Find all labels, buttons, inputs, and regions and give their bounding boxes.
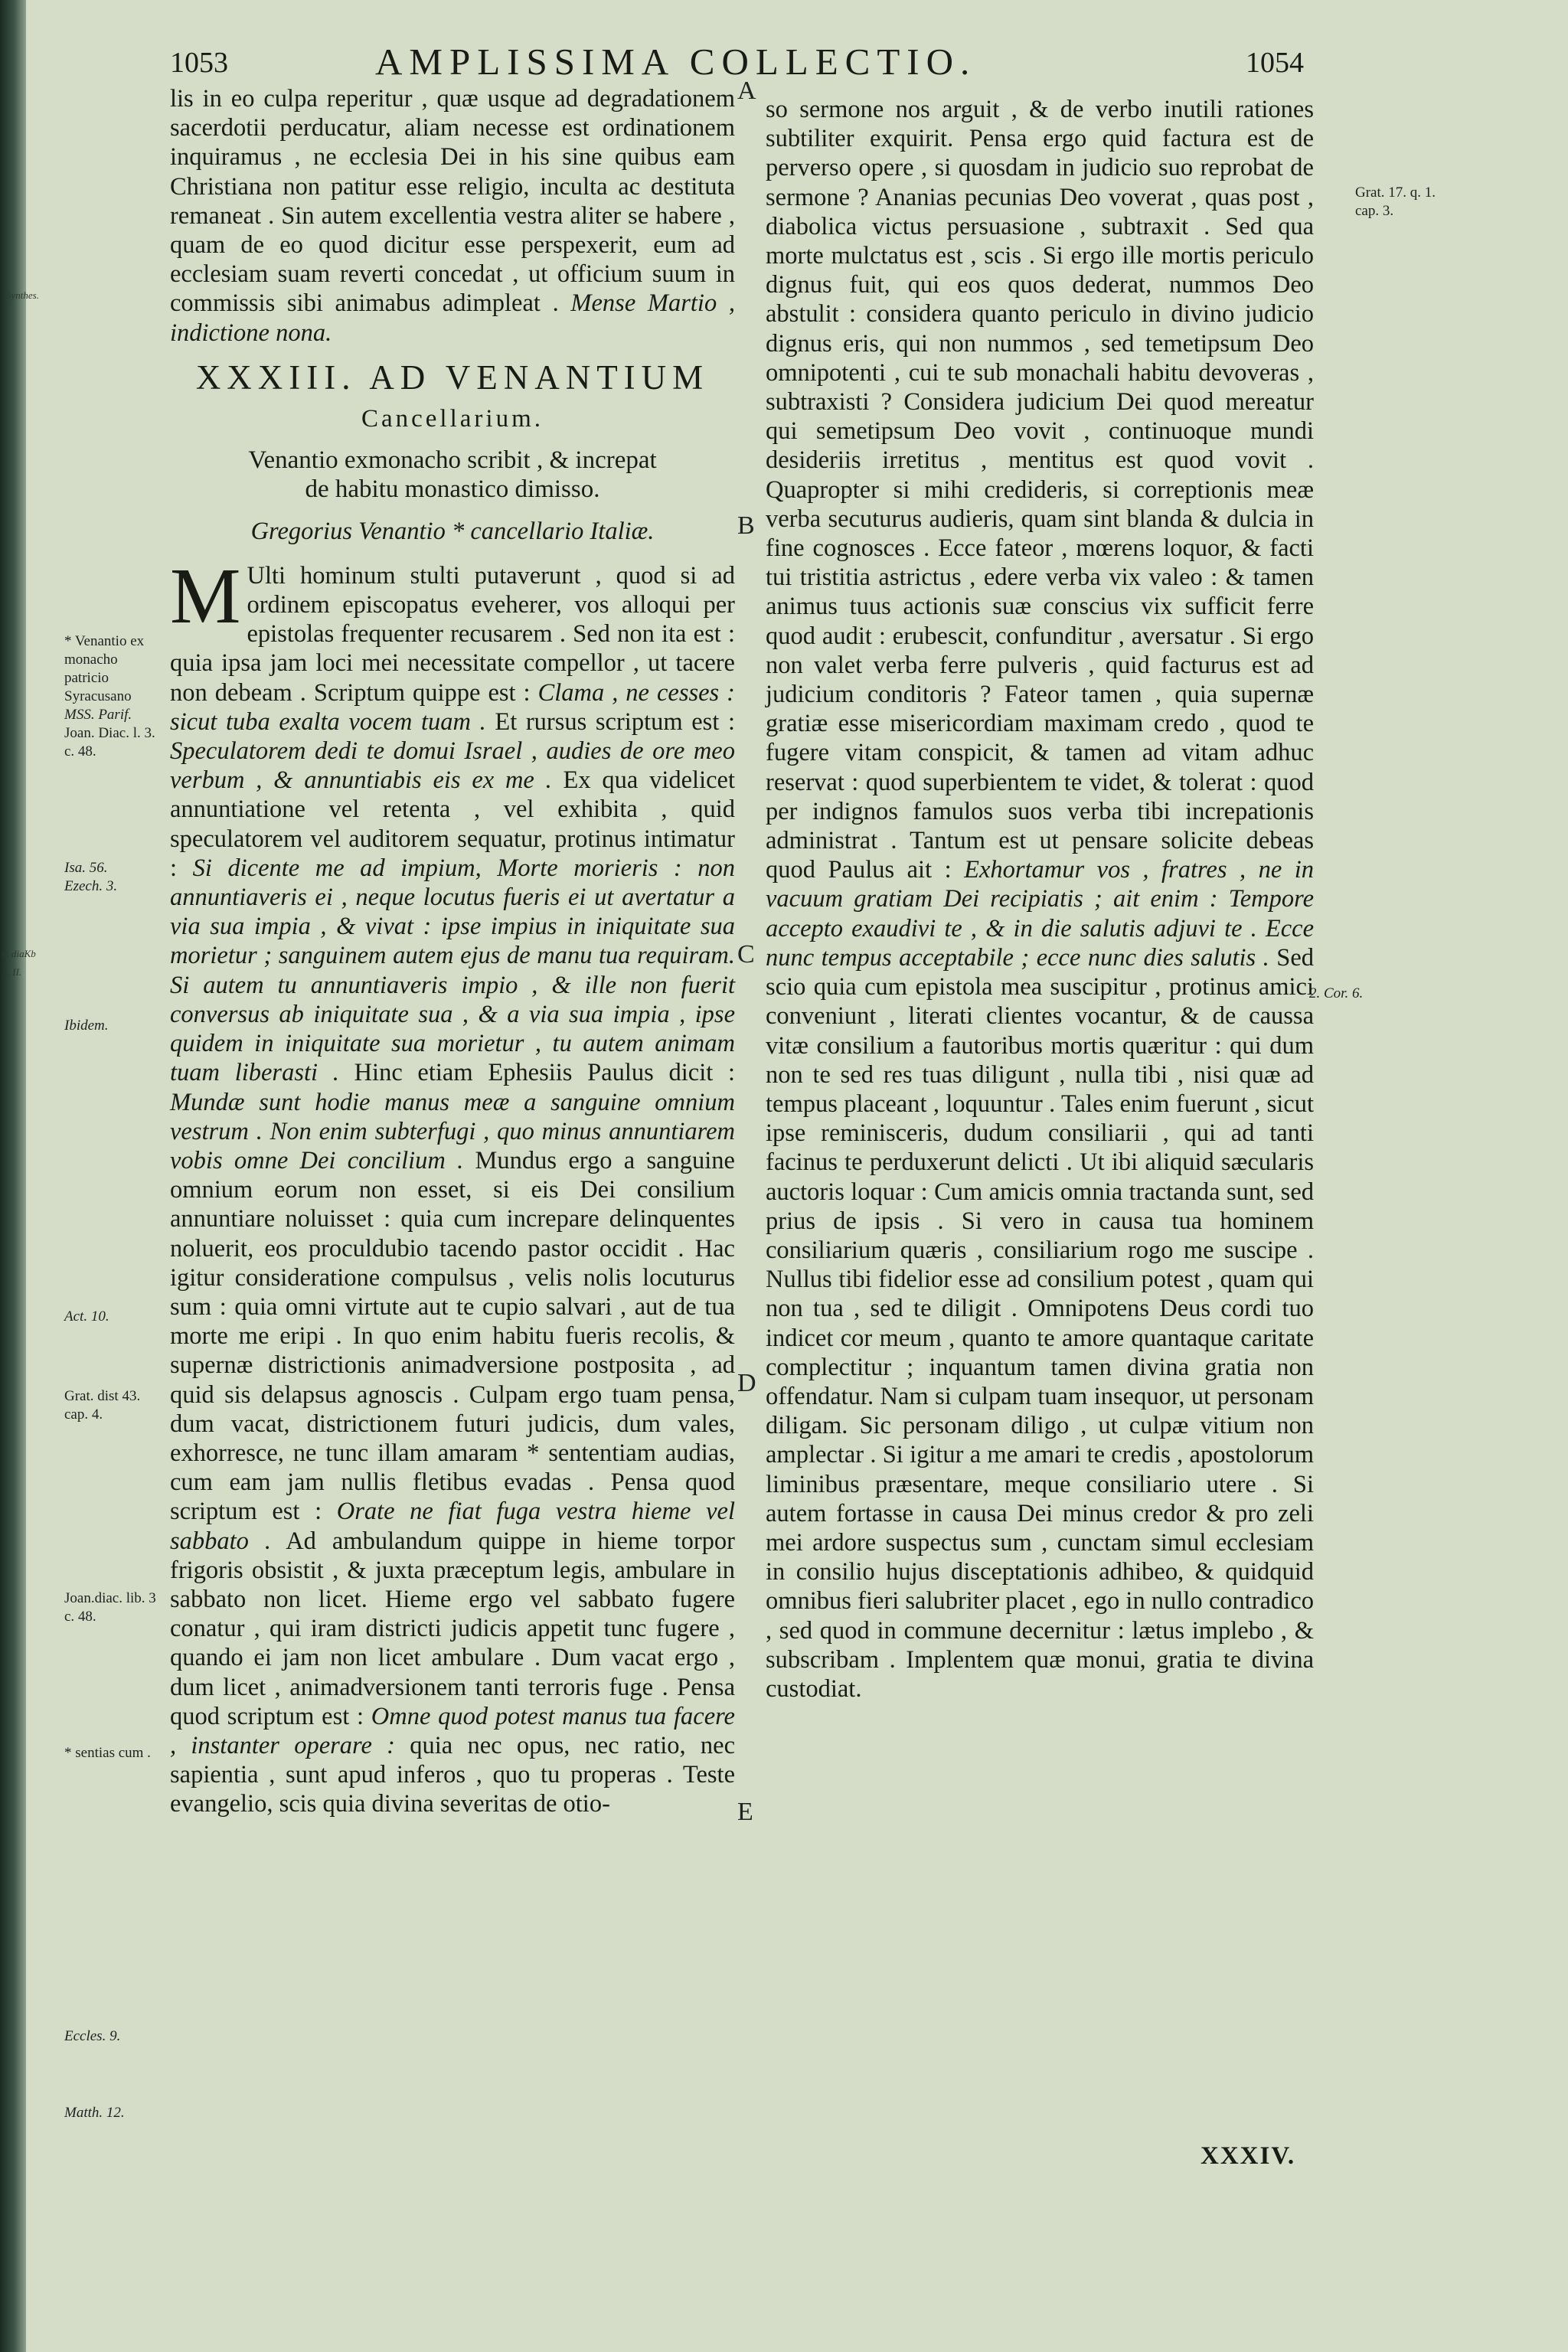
section-marker: C — [737, 940, 755, 969]
book-gutter — [0, 0, 26, 2352]
margin-note: Grat. 17. q. 1. cap. 3. — [1355, 185, 1436, 219]
margin-note: Act. 10. — [64, 1308, 109, 1325]
body-paragraph: so sermone nos arguit , & de verbo inutili rationes subtiliter exquirit. Pensa ergo quid factura est de perverso opere , si quosdam in judicio suo reprobat de sermone ? Ananias pecunias Deo voverat , quas post , diabolica victus persuasione , subtraxit . Sed qua morte mulctatus est , scis . Si ergo ille mortis periculo dignus fuit, qui eos quos dederat, nummos Deo abstulit : considera quanto periculo in divino judicio dignus eris, qui non nummos , sed temetipsum Deo omnipotenti , cui te sub monachali habitu devoveras , subtraxisti ? Considera judicium Dei quod mereatur qui semetipsum Deo vovit , continuoque mundi desideriis irretitus , mentitus est quod vovit . Quapropter si mihi credideris, si correptionis meæ verba secuturus audieris, quam sint blanda & dulcia in fine cognosces . Ecce fateor , mœrens loquor, & facti tui tristitia astrictus , edere verba vix valeo : & tamen animus tuus actionis suæ conscius vix sufficit ferre quod audit : erubescit, confunditur , aversatur . Si ergo non valet verba ferre pulveris , quid facturus est ad judicium conditoris ? Fateor tamen , quia supernæ gratiæ esse misericordiam maximam credo , quod te fugere vitam conspicit, & tamen ad vitam adhuc reservat : quod superbientem te videt, & tolerat : quod per indignos famulos suos verba tibi increpationis administrat . Tantum est ut pensare solicite debeas quod Paulus ait : Exhortamur vos , fratres , ne in vacuum gratiam Dei recipiatis ; ait enim : Tempore accepto exaudivi te , & in die salutis adjuvi te . Ecce nunc tempus acceptabile ; ecce nunc dies salutis . Sed scio quia cum epistola mea suscipitur , protinus amici conveniunt , literati clientes vocantur, & de caussa vitæ consilium a fautoribus mortis quæritur : qui dum non te sed res tuas diligunt , nulla tibi , nisi quæ ad tempus placeant , loquuntur . Tales enim fuerunt , sicut ipse reminisceris, dudum consiliarii , qui ad tanti facinus te perduxerunt delicti . Ut ibi aliquid sæcularis auctoris loquar : Cum amicis omnia tractanda sunt, sed prius de ipsis . Si vero in causa tua hominem consiliarium quæris , consiliarium rogo me suscipe . Nullus tibi fidelior esse ad consilium potest , quam qui non tua , sed te diligit . Omnipotens Deus cordi tuo indicet cor meum , quanto te amore quantaque caritate complectitur ; inquantum tamen divina gratia non offendatur. Nam si culpam tuam insequor, ut personam diligam. Sic personam diligo , ut culpæ vitium non amplectar . Si igitur a me amari te credis , apostolorum liminibus præsentare, meque consiliario utere . Si autem fortasse in causa Dei minus credor & pro zeli mei ardore suspectus sum , cunctam simul ecclesiam in consilio hujus disceptationis adhibeo, & quidquid omnibus fieri salubriter placet , ego in nullo contradico , sed quod in commune decernitur : lætus implebo , & subscribam . Implentem quæ monui, gratia te divina custodiat. — [766, 96, 1314, 1703]
margin-note: Ibidem. — [64, 1018, 109, 1034]
letter-heading: XXXIII. AD VENANTIUM — [195, 358, 710, 397]
section-marker: E — [737, 1798, 753, 1826]
margin-note: Matth. 12. — [64, 2105, 125, 2121]
margin-note: * sentias cum . — [64, 1745, 151, 1761]
margin-note: Isa. 56. Ezech. 3. — [64, 860, 118, 894]
section-marker: B — [737, 511, 755, 540]
right-column — [766, 95, 1314, 1704]
left-column — [170, 84, 735, 1819]
section-marker: A — [737, 77, 756, 105]
catchword: XXXIV. — [1200, 2142, 1296, 2170]
margin-note: 2. Cor. 6. — [1309, 985, 1364, 1001]
margin-note: * Venantio ex monacho patricio Syracusano MSS. Parif. Joan. Diac. l. 3. c. 48. — [64, 633, 155, 760]
margin-note: Eccles. 9. — [64, 2028, 121, 2044]
margin-note: Grat. dist 43. cap. 4. — [64, 1388, 141, 1423]
opening-paragraph: lis in eo culpa reperitur , quæ usque ad degradationem sacerdotii perducatur, aliam necesse est ordinationem inquiramus , ne ecclesia Dei in his sine quibus eam Christiana non patitur esse religio, inculta ac destituta remaneat . Sin autem excellentia vestra aliter se habere , quam de eo quod dicitur esse perspexerit, eum ad ecclesiam suam reverti concedat , ut officium suum in commissis sibi animabus adimpleat . Mense Martio , indictione nona. — [170, 85, 735, 347]
running-title: AMPLISSIMA COLLECTIO. — [375, 41, 977, 83]
salutation: Gregorius Venantio * cancellario Italiæ. — [250, 517, 655, 545]
right-page-number: 1054 — [1246, 47, 1304, 79]
letter-summary: Venantio exmonacho scribit , & increpat de habitu monastico dimisso. — [248, 446, 657, 504]
margin-note: Joan.diac. lib. 3 c. 48. — [64, 1590, 156, 1625]
body-paragraph: M Ulti hominum stulti putaverunt , quod si ad ordinem episcopatus eveherer, vos alloqui per epistolas frequenter recusarem . Sed non ita est : quia ipsa jam loci mei necessitate compellor , ut tacere non debeam . Scriptum quippe est : Clama , ne cesses : sicut tuba exalta vocem tuam . Et rursus scriptum est : Speculatorem dedi te domui Israel , audies de ore meo verbum , & annuntiabis eis ex me . Ex qua videlicet annuntiatione vel retenta , vel exhibita , quid speculatorem vel auditorem sequatur, protinus intimatur : Si dicente me ad impium, Morte morieris : non annuntiaveris ei , neque locutus fueris ei ut avertatur a via sua impia , & vivat : ipse impius in iniquitate sua morietur ; sanguinem autem ejus de manu tua requiram. Si autem tu annuntiaveris impio , & ille non fuerit conversus ab iniquitate sua , & a via sua impia , ipse quidem in iniquitate sua morietur , tu autem animam tuam liberasti . Hinc etiam Ephesiis Paulus dicit : Mundæ sunt hodie manus meæ a sanguine omnium vestrum . Non enim subterfugi , quo minus annuntiarem vobis omne Dei concilium . Mundus ergo a sanguine omnium eorum non esset, si eis Dei consilium annuntiare noluisset : quia cum increpare delinquentes noluerit, eos proculdubio tacendo pastor occidit . Hac igitur consideratione compulsus , velis nolis locuturus sum : quia omni virtute aut te cupio salvari , aut de tua morte me eripi . In quo enim habitu fueris recolis, & supernæ districtionis animadversione postposita , ad quid sis delapsus agnoscis . Culpam ergo tuam pensa, dum vacat, districtionem futuri judicis, dum vales, exhorresce, ne tunc illam amaram * sententiam audias, cum eam jam nullis fletibus evadas . Pensa quod scriptum est : Orate ne fiat fuga vestra hieme vel sabbato . Ad ambulandum quippe in hieme torpor frigoris obsistit , & juxta præceptum legis, ambulare in sabbato non licet. Hieme ergo vel sabbato fugere conatur , qui iram districti judicis appetit tunc fugere , quando ei jam non licet ambulare . Dum vacat ergo , dum licet , animadversionem tanti terroris fuge . Pensa quod scriptum est : Omne quod potest manus tua facere , instanter operare : quia nec opus, nec ratio, nec sapientia , sunt apud inferos , quo tu properas . Teste evangelio, scis quia divina severitas de otio- — [170, 551, 736, 1818]
left-page-number: 1053 — [170, 47, 228, 79]
drop-cap: M — [170, 551, 241, 640]
edge-fragment: c. II. — [3, 966, 22, 978]
edge-fragment: n. diaKb — [2, 948, 36, 959]
edge-fragment: Synthes. — [6, 289, 39, 301]
section-marker: D — [737, 1369, 756, 1397]
letter-heading-subline: Cancellarium. — [361, 405, 544, 433]
